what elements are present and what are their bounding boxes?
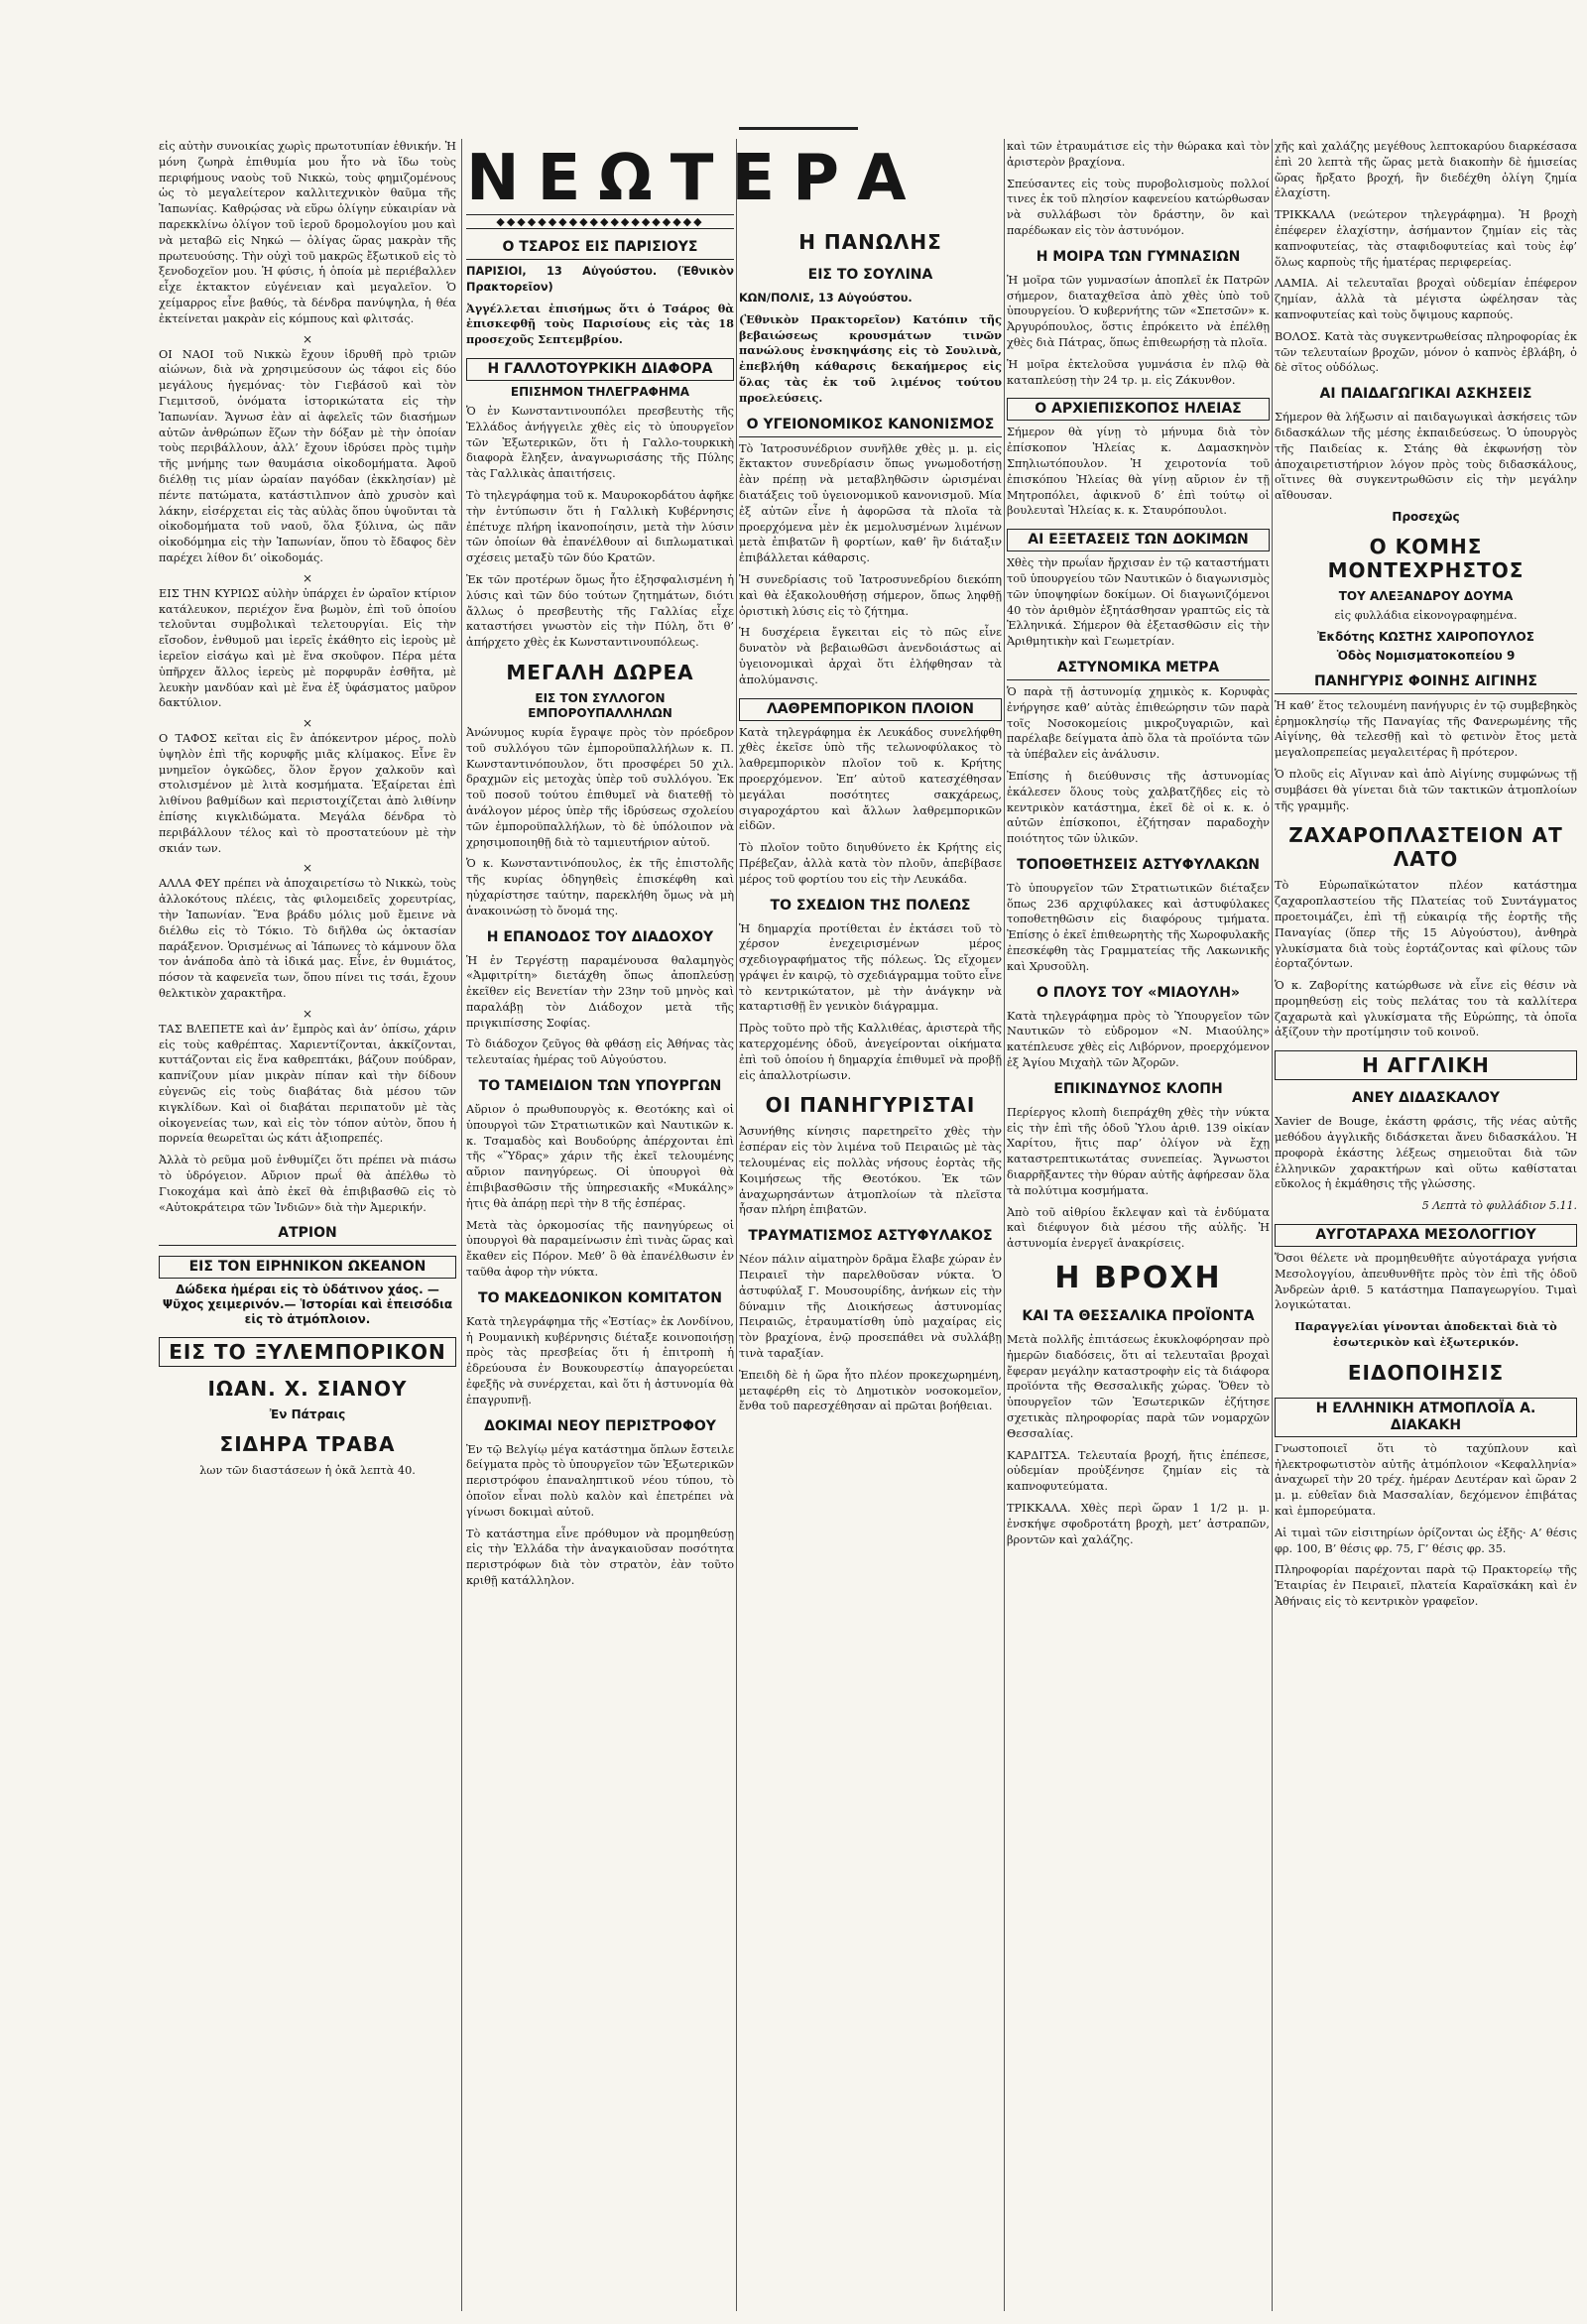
treasury-heading: ΤΟ ΤΑΜΕΙΔΙΟΝ ΤΩΝ ΥΠΟΥΡΓΩΝ [478,1078,722,1095]
english-subheading: ΑΝΕΥ ΔΙΔΑΣΚΑΛΟΥ [1352,1090,1500,1107]
article-paragraph: Σήμερον θὰ λήξωσιν αἱ παιδαγωγικαὶ ἀσκήσεις τῶν διδασκάλων τῆς μέσης ἐκπαιδεύσεως. Ὁ ὑπουργὸς τῆς Παιδείας κ. Στάης θὰ ἐκφωνήσῃ τὸν ἀποχαιρετιστήριον λόγον πρὸς τοὺς διδασκάλους, οἵτινες θὰ συγκεντρωθῶσιν εἰς τὴν μεγάλην αἴθουσαν. [1275,411,1577,503]
article-paragraph: Ἐπειδὴ δὲ ἡ ὥρα ἦτο πλέον προκεχωρημένη, μεταφέρθη εἰς τὸ Δημοτικὸν νοσοκομεῖον, ἔνθα τοῦ παρεσχέθησαν αἱ πρῶται βοήθειαι. [739,1368,1002,1413]
article-paragraph: Ὁ πλοῦς εἰς Αἴγιναν καὶ ἀπὸ Αἰγίνης συμφώνως τῇ συμβάσει θὰ γίνεται διὰ τῶν τακτικῶν ἀτμοπλοίων τῆς γραμμῆς. [1275,767,1577,812]
return-heading: Η ΕΠΑΝΟΔΟΣ ΤΟΥ ΔΙΑΔΟΧΟΥ [486,928,714,945]
column-1: εἰς αὐτὴν συνοικίας χωρὶς πρωτοτυπίαν ἐθνικήν. Ἡ μόνη ζωηρὰ ἐπιθυμία μου ἦτο νὰ ἴδω τοὺς περιφήμους ναοὺς τοῦ Νικκὼ, τοὺς φημιζομένους ὡς τὸ μεγαλείτερον καλλιτεχνικὸν θαῦμα τῆς Ἰαπωνίας. Καθρῴσας νὰ εὕρω ὀλίγην εὐκαιρίαν νὰ παρεκκλίνω ὀλίγον τοῦ ἱεροῦ δρομολογίου μου καὶ νὰ μεταβῶ εἰς Νηκώ — ὀλίγας ὥρας μακρὰν τῆς πρωτευούσης. Τὴν οὐχὶ τοῦ μακρῶς ἔξωτικοῦ εἰς τὸ ξενοδοχεῖον μου. Ἡ φύσις, ἡ ὁποία μὲ περιέβαλλεν εἶχε ἐκτακτον εὐγένειαν καὶ μεγαλεῖον. Ὁ χείμαρρος εἶνε βαθύς, τὰ δένδρα πανύψηλα, ἡ θέα ἐκτείνεται μακρὰν εἰς κόμπους καὶ φλιτσάς. × ΟΙ ΝΑΟΙ τοῦ Νικκὼ ἔχουν ἱδρυθῆ πρὸ τριῶν αἰώνων, διὰ νὰ χρησιμεύσουν ὡς τάφοι εἰς δύο μεγάλους ἡγεμόνας· τὸν Γιεβάσοῦ καὶ τὸν Γιεμιτσοῦ, ὀνόματα ἱστορικώτατα εἰς τὴν Ἰαπωνίαν. Ἄγνωσ ἐὰν αἱ ἀφελεῖς τῶν διασήμων αὐτῶν ἀνθρώπων ἔζων τὴν δόξαν μὲ τὴν ὁποίαν τοὺς περιβάλλουν, ἀλλ’ ἔχουν ἱδρύσει πρὸς τιμὴν τῆς μνήμης των θαυμάσια οἰκοδομήματα. Ἀφοῦ διέλθῃ τις μίαν ὡραίαν παγόδαν (ἐκκλησίαν) μὲ πέντε πατώματα, κατάστιλπνον ἀπὸ χρυσὸν καὶ λάκην, εἰσέρχεται εἰς τὰς αὐλὰς ὅπου ὑψοῦνται τὰ οἰκοδομήματα τοῦ ναοῦ, ὅλα ξύλινα, ὡς πᾶν οἰκοδόμημα εἰς τὴν Ἰαπωνίαν, ὅπου τὸ ἔδαφος δὲν παρέχει λίθον δι’ οἰκοδομάς. × ΕΙΣ ΤΗΝ ΚΥΡΙΩΣ αὐλὴν ὑπάρχει ἐν ὡραῖον κτίριον κατάλευκον, περιέχον ἕνα βωμὸν, ἐπὶ τοῦ ὁποίου τελοῦνται συμβολικαὶ τελετουργίαι. Εἰς τὴν εἴσοδον, ἐνθυμοῦ μαι ἱερεῖς ἐκάθητο εἰς ἱεροὺς μὲ ἱερεῖον εἰσάγω καὶ μὲ ἕνα σκοῦφον. Πέρα μέτα ὑπῆρχεν ἄλλος ἱερεὺς μὲ πορφυρᾶν ἐσθῆτα, μὲ λευκὴν μανδύαν καὶ μὲ ἕνα ἐξ ὑφάσματος μαῦρον δακτύλιον. × Ο ΤΑΦΟΣ κεῖται εἰς ἓν ἀπόκεντρον μέρος, πολὺ ὑψηλὸν ἐπὶ τῆς κορυφῆς μιᾶς κλίμακος. Εἶνε ἓν μνημεῖον ὀγκῶδες, ὅλον ἔργον χαλκοῦν καὶ στολισμένον μὲ λιτὰ κοσμήματα. Ἐξαίρεται ἐπὶ λιθίνου βαθμίδων καὶ περιστοιχίζεται ἀπὸ λιθίνην ἐπίσης κιγκλιδώματα. Μεγάλα δένδρα τὸ περιβάλλουν τέλος καὶ τὸ προστατεύουν μὲ τὴν σκιάν των. × ΑΛΛΑ ΦΕΥ πρέπει νὰ ἀποχαιρετίσω τὸ Νικκὼ, τοὺς ἀλλοκότους πλέεις, τὰς φιλομειδεῖς χορευτρίας, τὴν Ἰαπωνίαν. Ἕνα βράδυ μόλις μοῦ ἔμεινε νὰ διέλθω εἰς τὸ Τόκιο. Τὸ διῆλθα ὡς ὀκτασίαν παράξενον. Ὁρισμένως αἱ Ἰάπωνες τὸ κάμνουν ὅλα τον ἀνάποδα ἀπὸ τὰ ἰδικά μας. Εἶνε, ἐν θυμιάτος, πόσον τὰ καφενεῖα των, ὅπου πίνει τις τσάι, ἔχουν θελκτικὸν χαρακτῆρα. × ΤΑΣ ΒΛΕΠΕΤΕ καὶ ἀν’ ἔμπρὸς καὶ ἀν’ ὀπίσω, χάριν εἰς τοὺς καθρέπτας. Χαριεντίζονται, ἀκκίζονται, κυττάζονται εἰς ἕνα καθρεπτάκι, βάζουν πούδραν, καπνίζουν μίαν μικρὰν πίπαν καὶ τὴν δίδουν εὐγενῶς εἰς τοὺς διαβάτας διὰ μέσου τῶν κιγκλίδων. Καὶ οἱ διαβάται περιπατοῦν μὲ τὰς οἰκογενείας των, καὶ εἰς τὸν τόπον αὐτὸν, ὅπου ἡ πορνεία θεωρεῖται ὡς κάτι ἀξιοπρεπές. Ἀλλὰ τὸ ρεῦμα μοῦ ἐνθυμίζει ὅτι πρέπει νὰ πιάσω τὸ ὑδρόγειον. Αὔριον πρωΐ θὰ ἀπέλθω τὸ Γιοκοχάμα καὶ ἀπὸ ἐκεῖ θὰ ἐπιβιβασθῶ εἰς τὸ «Αὐτοκράτειρα τῶν Ἰνδιῶν» διὰ τὴν Ἀμερικήν. ΑΤΡΙΟΝ ΕΙΣ ΤΟΝ ΕΙΡΗΝΙΚΟΝ ΩΚΕΑΝΟΝ Δώδεκα ἡμέραι εἰς τὸ ὑδάτινον χάος. —Ψῦχος χειμερινόν.— Ἱστορίαι καὶ ἐπεισόδια εἰς τὸ ἀτμόπλοιον. ΕΙΣ ΤΟ ΞΥΛΕΜΠΟΡΙΚΟΝ ΙΩΑΝ. Χ. ΣΙΑΝΟΥ Ἐν Πάτραις ΣΙΔΗΡΑ ΤΡΑΒΑ λων τῶν διαστάσεων ἡ ὀκᾶ λεπτὰ 40. [159,140,456,1478]
rain-subheading: ΚΑΙ ΤΑ ΘΕΣΣΑΛΙΚΑ ΠΡΟΪΟΝΤΑ [1022,1308,1255,1325]
article-paragraph: Σπεύσαντες εἰς τοὺς πυροβολισμοὺς πολλοί τινες ἐκ τοῦ πλησίον καφενείου κατώρθωσαν νὰ συλλάβωσι τὸν δράστην, ὃν καὶ παρέδωκαν εἰς τὸν ἀστυνόμον. [1007,177,1270,237]
article-paragraph: Πρὸς τοῦτο πρὸ τῆς Καλλιθέας, ἀριστερὰ τῆς κατερχομένης ὁδοῦ, ἀνεγείρονται οἰκήματα ἐπὶ τοῦ ὁποίου ἡ δημαρχία ἐπιθυμεῖ νὰ προβῇ εἰς ἀπαλλοτρίωσιν. [739,1022,1002,1082]
gift-subheading: ΕΙΣ ΤΟΝ ΣΥΛΛΟΓΟΝ ΕΜΠΟΡΟΥΠΑΛΛΗΛΩΝ [528,690,672,720]
bishop-heading: Ο ΑΡΧΙΕΠΙΣΚΟΠΟΣ ΗΛΕΙΑΣ [1007,398,1270,421]
plague-heading: Η ΠΑΝΩΛΗΣ [798,230,942,254]
article-paragraph: χῆς καὶ χαλάζης μεγέθους λεπτοκαρύου διαρκέσασα ἐπὶ 20 λεπτὰ τῆς ὥρας μετὰ διακοπὴν δὲ ἡμισείας ὥρας ἤρξατο βροχή, ἣν διεδέχθη ὀλίγη ζημία ἐλαχίστη. [1275,140,1577,200]
telegram-subheading: ΕΠΙΣΗΜΟΝ ΤΗΛΕΓΡΑΦΗΜΑ [510,384,690,399]
ad-text: λων τῶν διαστάσεων ἡ ὀκᾶ λεπτὰ 40. [199,1464,416,1478]
monte-cristo-address: Ὁδὸς Νομισματοκοπείου 9 [1336,648,1516,663]
rain-heading: Η ΒΡΟΧΗ [1054,1261,1222,1296]
tsar-heading: Ο ΤΣΑΡΟΣ ΕΙΣ ΠΑΡΙΣΙΟΥΣ [466,239,734,260]
revolver-heading: ΔΟΚΙΜΑΙ ΝΕΟΥ ΠΕΡΙΣΤΡΟΦΟΥ [484,1417,716,1434]
next-issue-heading: ΑΤΡΙΟΝ [159,1225,456,1246]
committee-heading: ΤΟ ΜΑΚΕΔΟΝΙΚΟΝ ΚΟΜΙΤΑΤΟΝ [478,1289,722,1306]
article-paragraph: Ἡ ἐν Τεργέστῃ παραμένουσα θαλαμηγὸς «Ἀμφιτρίτη» διετάχθη ὅπως ἀποπλεύσῃ ἐκεῖθεν εἰς Βενετίαν τὴν 23ην τοῦ μηνὸς καὶ παραλάβῃ τὸν Διάδοχον μετὰ τῆς πριγκιπίσσης Σοφίας. [466,953,734,1030]
article-paragraph: ΟΙ ΝΑΟΙ τοῦ Νικκὼ ἔχουν ἱδρυθῆ πρὸ τριῶν αἰώνων, διὰ νὰ χρησιμεύσουν ὡς τάφοι εἰς δύο μεγάλους ἡγεμόνας· τὸν Γιεβάσοῦ καὶ τὸν Γιεμιτσοῦ, ὀνόματα ἱστορικώτατα εἰς τὴν Ἰαπωνίαν. Ἄγνωσ ἐὰν αἱ ἀφελεῖς τῶν διασήμων αὐτῶν ἀνθρώπων ἔζων τὴν δόξαν μὲ τὴν ὁποίαν τοὺς περιβάλλουν, ἀλλ’ ἔχουν ἱδρύσει πρὸς τιμὴν τῆς μνήμης των θαυμάσια οἰκοδομήματα. Ἀφοῦ διέλθῃ τις μίαν ὡραίαν παγόδαν (ἐκκλησίαν) μὲ πέντε πατώματα, κατάστιλπνον ἀπὸ χρυσὸν καὶ λάκην, εἰσέρχεται εἰς τὰς αὐλὰς ὅπου ὑψοῦνται τὰ οἰκοδομήματα τοῦ ναοῦ, ὅλα ξύλινα, ὡς πᾶν οἰκοδόμημα εἰς τὴν Ἰαπωνίαν, ὅπου τὸ ἔδαφος δὲν παρέχει λίθον δι’ οἰκοδομάς. [159,347,456,564]
monte-cristo-text: εἰς φυλλάδια εἰκονογραφημένα. [1334,608,1518,622]
plague-dateline: ΚΩΝ/ΠΟΛΙΣ, 13 Αὐγούστου. [739,292,913,305]
aegina-heading: ΠΑΝΗΓΥΡΙΣ ΦΟΙΝΗΣ ΑΙΓΙΝΗΣ [1275,673,1577,694]
article-paragraph: Τὸ διάδοχον ζεῦγος θὰ φθάσῃ εἰς Ἀθήνας τὰς τελευταίας ἡμέρας τοῦ Αὐγούστου. [466,1038,734,1067]
plague-text: (Ἐθνικὸν Πρακτορεῖον) Κατόπιν τῆς βεβαιώσεως κρουσμάτων τινῶν πανώλους ἐνσκηψάσης εἰς τὸ Σουλινὰ, ἐπεβλήθη κάθαρσις δεκαήμερος εἰς ὅλας τὰς ἐκ τοῦ λιμένος τούτου προελεύσεις. [739,311,1002,405]
squadron-heading: Η ΜΟΙΡΑ ΤΩΝ ΓΥΜΝΑΣΙΩΝ [1036,248,1241,265]
article-paragraph: ΚΑΡΔΙΤΣΑ. Τελευταία βροχή, ἥτις ἐπέπεσε, οὐδεμίαν προὐξένησε ζημίαν εἰς τὰ καπνοφυτεύματα. [1007,1448,1270,1494]
masthead: ΝΕΩΤΕΡΑ [466,142,924,215]
column-rule [736,139,737,2311]
injury-heading: ΤΡΑΥΜΑΤΙΣΜΟΣ ΑΣΤΥΦΥΛΑΚΟΣ [748,1228,993,1245]
article-paragraph: Ὁ παρὰ τῇ ἀστυνομίᾳ χημικὸς κ. Κορυφὰς ἐνήργησε καθ’ αὐτὰς ἐπιθεώρησιν τῶν παρὰ τοῖς Νοσοκομείοις μικροζυγαριῶν, καὶ παρέλαβε δείγματα ἀπὸ ὅλα τὰ προϊόντα τῶν τὰ ὑπέβαλεν εἰς ἀνάλυσιν. [1007,684,1270,762]
article-paragraph: Ὅσοι θέλετε νὰ προμηθευθῆτε αὐγοτάραχα γνήσια Μεσολογγίου, ἀπευθυνθῆτε πρὸς τὸν ἐπὶ τῆς ὁδοῦ Ἀνδρεὼν ἀριθ. 5 κατάστημα Παπαγεωργίου. Τιμαὶ λογικώταται. [1275,1252,1577,1312]
column-rule [461,139,462,2311]
ad-item: ΣΙΔΗΡΑ ΤΡΑΒΑ [219,1432,396,1457]
article-paragraph: Ὁ ἐν Κωνσταντινουπόλει πρεσβευτὴς τῆς Ἑλλάδος ἀνήγγειλε χθὲς εἰς τὸ ὑπουργεῖον τῶν Ἐξωτερικῶν, ὅτι ἡ Γαλλο-τουρκικὴ διαφορὰ ἔληξεν, ἀναγνωρισάσης τῆς Πύλης τὰς Γαλλικὰς ἀπαιτήσεις. [466,404,734,481]
column-5 [1275,139,1577,2311]
article-paragraph: ΤΑΣ ΒΛΕΠΕΤΕ καὶ ἀν’ ἔμπρὸς καὶ ἀν’ ὀπίσω, χάριν εἰς τοὺς καθρέπτας. Χαριεντίζονται, ἀκκίζονται, κυττάζονται εἰς ἕνα καθρεπτάκι, βάζουν πούδραν, καπνίζουν μίαν μικρὰν πίπαν καὶ τὴν δίδουν εὐγενῶς εἰς τοὺς διαβάτας διὰ μέσου τῶν κιγκλίδων. Καὶ οἱ διαβάται περιπατοῦν μὲ τὰς οἰκογενείας των, καὶ εἰς τὸν τόπον αὐτὸν, ὅπου ἡ πορνεία θεωρεῖται ὡς κάτι ἀξιοπρεπές. [159,1022,456,1146]
pilgrims-heading: ΟΙ ΠΑΝΗΓΥΡΙΣΤΑΙ [765,1093,976,1118]
article-paragraph: Τὸ κατάστημα εἶνε πρόθυμον νὰ προμηθεύσῃ εἰς τὴν Ἑλλάδα τὴν ἀναγκαιοῦσαν ποσότητα περιστρόφων διὰ τὸν στρατὸν, ἐὰν τοῦτο κριθῇ κατάλληλον. [466,1527,734,1587]
masthead-ornament: ◆◆◆◆◆◆◆◆◆◆◆◆◆◆◆◆◆◆◆◆ [466,214,734,229]
english-price: 5 Λεπτὰ τὸ φυλλάδιον 5.11. [1421,1199,1577,1213]
ad-city: Ἐν Πάτραις [269,1407,346,1422]
article-paragraph: Πληροφορίαι παρέχονται παρὰ τῷ Πρακτορείῳ τῆς Ἑταιρίας ἐν Πειραιεῖ, πλατεία Καραϊσκάκη καὶ ἐν Ἀθήναις εἰς τὸ κεντρικὸν γραφεῖον. [1275,1563,1577,1609]
ad-merchant-name: ΙΩΑΝ. Χ. ΣΙΑΝΟΥ [207,1377,408,1402]
police-heading: ΑΣΤΥΝΟΜΙΚΑ ΜΕΤΡΑ [1007,660,1270,680]
article-paragraph: Ἡ μοῖρα τῶν γυμνασίων ἀποπλεῖ ἐκ Πατρῶν σήμερον, διαταχθεῖσα ἀπὸ χθὲς ὑπὸ τοῦ ὑπουργείου. Ὁ κυβερνήτης τῶν «Σπετσῶν» κ. Ἀργυρόπουλος, ὅστις ἐπρόκειτο νὰ ἐπέλθῃ χθὲς διὰ Πάτρας, ὅπως ἐπιθεωρήσῃ τὰ πλοῖα. [1007,273,1270,349]
column-4 [1007,139,1270,2311]
plague-subheading: ΕΙΣ ΤΟ ΣΟΥΛΙΝΑ [807,267,933,283]
article-paragraph: Γνωστοποιεῖ ὅτι τὸ ταχύπλουν καὶ ἠλεκτροφωτιστὸν αὐτῆς ἀτμόπλοιον «Κεφαλληνία» ἀναχωρεῖ τὴν 20 τρέχ. ἡμέραν Δευτέραν καὶ ὥραν 2 μ. μ. εὐθεῖαν διὰ Μασσαλίαν, δεχόμενον ἐπιβάτας καὶ ἐμπορεύματα. [1275,1441,1577,1519]
article-paragraph: Νέον πάλιν αἱματηρὸν δρᾶμα ἔλαβε χώραν ἐν Πειραιεῖ τὴν παρελθοῦσαν νύκτα. Ὁ ἀστυφύλαξ Γ. Μουσουρίδης, ἀνήκων εἰς τὴν δύναμιν τῆς Διοικήσεως ἀστυνομίας Πειραιῶς, ἐτραυματίσθη ὑπὸ μαχαίρας εἰς τὸν βραχίονα, ἐνῷ προσεπάθει νὰ συλλάβῃ τινὰ ταραξίαν. [739,1253,1002,1361]
ad-title: ΕΙΣ ΤΟ ΞΥΛΕΜΠΟΡΙΚΟΝ [159,1337,456,1367]
voyage-heading: Ο ΠΛΟΥΣ ΤΟΥ «ΜΙΑΟΥΛΗ» [1037,984,1240,1001]
tsar-text: Ἀγγέλλεται ἐπισήμως ὅτι ὁ Τσάρος θὰ ἐπισκεφθῇ τοὺς Παρισίους εἰς τὰς 18 προσεχοῦς Σεπτεμβρίου. [466,301,734,347]
article-paragraph: Ἀλλὰ τὸ ρεῦμα μοῦ ἐνθυμίζει ὅτι πρέπει νὰ πιάσω τὸ ὑδρόγειον. Αὔριον πρωΐ θὰ ἀπέλθω τὸ Γιοκοχάμα καὶ ἀπὸ ἐκεῖ θὰ ἐπιβιβασθῶ εἰς τὸ «Αὐτοκράτειρα τῶν Ἰνδιῶν» διὰ τὴν Ἀμερικήν. [159,1154,456,1214]
theft-heading: ΕΠΙΚΙΝΔΥΝΟΣ ΚΛΟΠΗ [1053,1080,1223,1097]
column-rule [1004,139,1005,2311]
article-paragraph: Τὸ Εὐρωπαϊκώτατον πλέον κατάστημα ζαχαροπλαστείου τῆς Πλατείας τοῦ Συντάγματος προετοιμάζει, ἐπὶ τῇ εὐκαιρίᾳ τῆς ἑορτῆς τῆς Παναγίας (ὅπερ τῆς 15 Αὐγούστου), ἀνθηρὰ γλυκίσματα διὰ τοὺς ἑορτάζοντας καὶ φίλους τῶν ἑορταζόντων. [1275,879,1577,971]
article-paragraph: Ἀνώνυμος κυρία ἔγραψε πρὸς τὸν πρόεδρον τοῦ συλλόγου τῶν ἐμποροϋπαλλήλων κ. Π. Κωνσταντινόπουλον, ὅτι προσφέρει 50 χιλ. δραχμῶν εἰς μετοχὰς ὑπὲρ τοῦ συλλόγου. Ἐκ τοῦ ποσοῦ τούτου ἐπιθυμεῖ νὰ διατεθῇ τὸ ἀνάλογον μέρος ὑπὲρ τῆς ἱδρύσεως σχολείου τῶν ἐμποροϋπαλλήλων, τὸ δὲ ὑπόλοιπον νὰ χρησιμοποιηθῇ διὰ τὸ ταμιευτήριον αὐτοῦ. [466,725,734,849]
article-paragraph: ΒΟΛΟΣ. Κατὰ τὰς συγκεντρωθείσας πληροφορίας ἐκ τῶν τελευταίων βροχῶν, μόνον ὁ καπνὸς ἐβλάβη, ὁ δὲ σῖτος οὐδόλως. [1275,329,1577,375]
article-paragraph: Χθὲς τὴν πρωΐαν ἤρχισαν ἐν τῷ καταστήματι τοῦ ὑπουργείου τῶν Ναυτικῶν ὁ διαγωνισμὸς τῶν ὑποψηφίων δοκίμων. Οἱ διαγωνιζόμενοι 40 τὸν ἀριθμὸν ἐξητάσθησαν γραπτῶς εἰς τὰ Ἑλληνικά. Σήμερον θὰ ἐξετασθῶσιν εἰς τὴν Ἀριθμητικὴν καὶ Γεωμετρίαν. [1007,556,1270,649]
article-paragraph: Κατὰ τηλεγράφημα ἐκ Λευκάδος συνελήφθη χθὲς ἐκεῖσε ὑπὸ τῆς τελωνοφύλακος τὸ λαθρεμπορικὸν πλοῖον τοῦ κ. Κρήτης προερχόμενον. Ἐπ’ αὐτοῦ κατεσχέθησαν μεγάλαι ποσότητες σακχάρεως, σιγαροχάρτου καὶ ἄλλων λαθρεμπορικῶν εἰδῶν. [739,725,1002,833]
article-paragraph: Ἡ συνεδρίασις τοῦ Ἰατροσυνεδρίου διεκόπη καὶ θὰ ἐξακολουθήσῃ σήμερον, ὅπως ληφθῇ ὁριστικὴ λύσις εἰς τὸ ζήτημα. [739,572,1002,618]
article-paragraph: Ἡ δυσχέρεια ἔγκειται εἰς τὸ πῶς εἶνε δυνατὸν νὰ βεβαιωθῶσι ἀνενδοιάστως αἱ ὑγειονομικαὶ ἀρχαὶ ὅτι ἐλήφθησαν τὰ ἀπολύμανσις. [739,626,1002,686]
health-heading: Ο ΥΓΕΙΟΝΟΜΙΚΟΣ ΚΑΝΟΝΙΣΜΟΣ [739,417,1002,437]
article-paragraph: Τὸ τηλεγράφημα τοῦ κ. Μαυροκορδάτου ἀφῆκε τὴν ἐντύπωσιν ὅτι ἡ Γαλλικὴ Κυβέρνησις ἐπέτυχε πλήρη ἱκανοποίησιν, μετὰ τὴν λύσιν τῶν ὁποίων θὰ ἐπανέλθουν αἱ διπλωματικαὶ σχέσεις μεταξὺ τῶν δύο Κρατῶν. [466,488,734,565]
article-paragraph: Αἱ τιμαὶ τῶν εἰσιτηρίων ὁρίζονται ὡς ἑξῆς· Α’ θέσις φρ. 100, Β’ θέσις φρ. 75, Γ’ θέσις φρ. 35. [1275,1526,1577,1555]
ocean-subtitle: Δώδεκα ἡμέραι εἰς τὸ ὑδάτινον χάος. —Ψῦχος χειμερινόν.— Ἱστορίαι καὶ ἐπεισόδια εἰς τὸ ἀτμόπλοιον. [162,1283,453,1327]
exams-heading: ΑΙ ΕΞΕΤΑΣΕΙΣ ΤΩΝ ΔΟΚΙΜΩΝ [1007,529,1270,551]
article-paragraph: Xavier de Bouge, ἐκάστη φράσις, τῆς νέας αὐτῆς μεθόδου ἀγγλικῆς διδάσκεται ἄνευ διδασκάλου. Ἡ προφορὰ ἑκάστης λέξεως σημειοῦται διὰ τῶν ἑλληνικῶν χαρακτήρων καὶ οὕτω καθίσταται εὔκολος ἡ ἐκμάθησις τῆς γλώσσης. [1275,1115,1577,1191]
coming-soon-label: Προσεχῶς [1392,509,1460,524]
top-rule [739,127,858,130]
monte-cristo-author: ΤΟΥ ΑΛΕΞΑΝΔΡΟΥ ΔΟΥΜΑ [1338,588,1514,603]
article-paragraph: ΤΡΙΚΚΑΛΑ (νεώτερον τηλεγράφημα). Ἡ βροχὴ ἐπέφερεν ἐλαχίστην, ἀσήμαντον ζημίαν εἰς τὰς καπνοφυτείας, τὰς σταφιδοφυτείας καὶ τοὺς ἐφ’ ὅλως καρποὺς τῆς ἠματέρας περιφερείας. [1275,208,1577,269]
guards-heading: ΤΟΠΟΘΕΤΗΣΕΙΣ ΑΣΤΥΦΥΛΑΚΩΝ [1017,856,1260,873]
city-plan-heading: ΤΟ ΣΧΕΔΙΟΝ ΤΗΣ ΠΟΛΕΩΣ [770,897,971,914]
smuggler-heading: ΛΑΘΡΕΜΠΟΡΙΚΟΝ ΠΛΟΙΟΝ [739,698,1002,721]
article-paragraph: Μετὰ τὰς ὁρκομοσίας τῆς πανηγύρεως οἱ ὑπουργοὶ θὰ παραμείνωσιν ἐπὶ τινὰς ὥρας καὶ ἔκαθεν εἰς Πόρον. Μεθ’ ὃ θὰ ἐπανέλθωσιν ἐν ταῦθα ἀφορ τὴν νύκτα. [466,1218,734,1280]
article-paragraph: Ο ΤΑΦΟΣ κεῖται εἰς ἓν ἀπόκεντρον μέρος, πολὺ ὑψηλὸν ἐπὶ τῆς κορυφῆς μιᾶς κλίμακος. Εἶνε ἓν μνημεῖον ὀγκῶδες, ὅλον ἔργον χαλκοῦν καὶ στολισμένον μὲ λιτὰ κοσμήματα. Ἐξαίρεται ἐπὶ λιθίνου βαθμίδων καὶ περιστοιχίζεται ἀπὸ λιθίνην ἐπίσης κιγκλιδώματα. Μεγάλα δένδρα τὸ περιβάλλουν τέλος καὶ τὸ προστατεύουν μὲ τὴν σκιάν των. [159,732,456,855]
pastry-heading: ΖΑΧΑΡΟΠΛΑΣΤΕΙΟΝ ΑΤ ΛΑΤΟ [1288,823,1563,872]
article-paragraph: Σήμερον θὰ γίνῃ τὸ μήνυμα διὰ τὸν ἐπίσκοπον Ἠλείας κ. Δαμασκηνὸν Σπηλιωτόπουλον. Ἡ χειροτονία τοῦ ἐπισκόπου Ἠλείας θὰ γίνῃ αὔριον ἐν τῇ Μητροπόλει, ἀφικνοῦ δ’ ἐπὶ τούτῳ οἱ βουλευταὶ Ἠλείας κ. κ. Σταυρόπουλοι. [1007,426,1270,518]
article-paragraph: Τὸ πλοῖον τοῦτο διηυθύνετο ἐκ Κρήτης εἰς Πρέβεζαν, ἀλλὰ κατὰ τὸν πλοῦν, ἀπεβίβασε μέρος τοῦ φορτίου του εἰς τὴν Λευκάδα. [739,841,1002,886]
article-paragraph: Κατὰ τηλεγράφημα πρὸς τὸ Ὑπουργεῖον τῶν Ναυτικῶν τὸ εὐδρομον «Ν. Μιαούλης» κατέπλευσε χθὲς εἰς Λιβόρνον, προερχόμενον ἐξ Ἁγίου Μιχαὴλ τῶν Ἀζορῶν. [1007,1009,1270,1070]
article-paragraph: Ἐν τῷ Βελγίῳ μέγα κατάστημα ὅπλων ἔστειλε δείγματα πρὸς τὸ ὑπουργεῖον τῶν Ἐξωτερικῶν περιστρόφου ἐπαναληπτικοῦ νέου τύπου, τὸ ὁποῖον εἶναι πολὺ καλὸν καὶ ἐπετρέπει νὰ γίνωσι δοκιμαὶ αὐτοῦ. [466,1442,734,1519]
monte-cristo-heading: Ο ΚΟΜΗΣ ΜΟΝΤΕΧΡΗΣΤΟΣ [1327,534,1525,582]
article-paragraph: Κατὰ τηλεγράφημα τῆς «Ἑστίας» ἐκ Λονδίνου, ἡ Ρουμανικὴ κυβέρνησις διέταξε κοινοποιήσῃ πρὸς τὰς πρεσβείας ὅτι ἡ ἐπιτροπὴ ἡ ἐδρεύουσα ἐν Βουκουρεστίῳ ἀπαγορεύεται ἐφεξῆς νὰ συνέρχεται, καὶ ὅτι ἡ ἀστυνομία θὰ ἐπαγρυπνῇ. [466,1314,734,1407]
article-paragraph: Ὁ κ. Ζαβορίτης κατώρθωσε νὰ εἶνε εἰς θέσιν νὰ προμηθεύσῃ εἰς τοὺς πελάτας του τὰ καλλίτερα ζαχαρωτὰ καὶ γλυκίσματα τῆς Εὐρώπης, τὰ ὁποῖα ἀξίζουν τὴν προτίμησιν τοῦ κοινοῦ. [1275,979,1577,1040]
article-paragraph: Περίεργος κλοπὴ διεπράχθη χθὲς τὴν νύκτα εἰς τὴν ἐπὶ τῆς ὁδοῦ Ὑλου ἀριθ. 139 οἰκίαν Χαρίτου, ἥτις παρ’ ὀλίγον νὰ ἔχῃ καταστρεπτικωτάτας συνεπείας. Ἄγνωστοι διαρρῆξαντες τὴν θύραν αὐτῆς ἀφήρεσαν ὅλα τὰ πολύτιμα κοσμήματα. [1007,1105,1270,1197]
article-paragraph: Ἀπὸ τοῦ αἰθρίου ἔκλεψαν καὶ τὰ ἐνδύματα καὶ διέφυγον διὰ μέσου τῆς αὐλῆς. Ἡ ἀστυνομία ἐνεργεῖ ἀνακρίσεις. [1007,1205,1270,1251]
notice-heading: ΕΙΔΟΠΟΙΗΣΙΣ [1347,1360,1505,1385]
article-paragraph: καὶ τῶν ἐτραυμάτισε εἰς τὴν θώρακα καὶ τὸν ἀριστερὸν βραχίονα. [1007,140,1270,169]
shipping-heading: Η ΕΛΛΗΝΙΚΗ ΑΤΜΟΠΛΟΪΑ Α. ΔΙΑΚΑΚΗ [1275,1398,1577,1437]
article-paragraph: Τὸ ὑπουργεῖον τῶν Στρατιωτικῶν διέταξεν ὅπως 236 αρχιφύλακες καὶ ἀστυφύλακες τοποθετηθῶσιν εἰς διαφόρους τμήματα. Ἐπίσης ὁ ἐκεῖ ἐπιθεωρητὴς τῆς Χωροφυλακῆς ἐπεσκέφθη τὰς Γραμματείας τῆς Λακωνικῆς καὶ Χρυσοῦλη. [1007,881,1270,973]
dispute-heading: Η ΓΑΛΛΟΤΟΥΡΚΙΚΗ ΔΙΑΦΟΡΑ [466,358,734,381]
article-paragraph: ΤΡΙΚΚΑΛΑ. Χθὲς περὶ ὥραν 1 1/2 μ. μ. ἐνσκήψε σφοδροτάτη βροχὴ, μετ’ ἀστραπῶν, βροντῶν καὶ χαλάζης. [1007,1502,1270,1546]
article-paragraph: Τὸ Ἰατροσυνέδριον συνῆλθε χθὲς μ. μ. εἰς ἔκτακτον συνεδρίασιν ὅπως γνωμοδοτήσῃ ἐὰν πρέπῃ νὰ μεταβληθῶσιν ὡρισμέναι διατάξεις τοῦ ὑγειονομικοῦ κανονισμοῦ. Μία ἐξ αὐτῶν εἶνε ἡ ἀφορῶσα τὰ πλοῖα τὰ προερχόμενα μὲν ἐκ μεμολυσμένων λιμένων μετὰ ἐπιβατῶν ἢ φορτίων, καθ’ ἣν διάταξιν ἐπιβάλλεται κάθαρσις. [739,441,1002,565]
article-paragraph: Ἀσυνήθης κίνησις παρετηρεῖτο χθὲς τὴν ἑσπέραν εἰς τὸν λιμένα τοῦ Πειραιῶς μὲ τὰς τελουμένας εἰς πολλὰς νήσους ἑορτὰς τῆς Κοιμήσεως τῆς Θεοτόκου. Ἐκ τῶν ἀναχωρησάντων ἀτμοπλοίων τὰ πλεῖστα ἦσαν πλήρη ἐπιβατῶν. [739,1125,1002,1217]
botargo-orders: Παραγγελίαι γίνονται ἀποδεκταὶ διὰ τὸ ἐσωτερικὸν καὶ ἐξωτερικόν. [1294,1319,1557,1350]
article-paragraph: Ὁ κ. Κωνσταντινόπουλος, ἐκ τῆς ἐπιστολῆς τῆς κυρίας ὁδηγηθεὶς ἐπισκέφθη καὶ ηὐχαρίστησε ταύτην, παρεκλήθη ὅμως νὰ μὴ ἀνακοινώσῃ τὸ ὄνομά της. [466,857,734,917]
article-paragraph: εἰς αὐτὴν συνοικίας χωρὶς πρωτοτυπίαν ἐθνικήν. Ἡ μόνη ζωηρὰ ἐπιθυμία μου ἦτο νὰ ἴδω τοὺς περιφήμους ναοὺς τοῦ Νικκὼ, τοὺς φημιζομένους ὡς τὸ μεγαλείτερον καλλιτεχνικὸν θαῦμα τῆς Ἰαπωνίας. Καθρῴσας νὰ εὕρω ὀλίγην εὐκαιρίαν νὰ παρεκκλίνω ὀλίγον τοῦ ἱεροῦ δρομολογίου μου καὶ νὰ μεταβῶ εἰς Νηκώ — ὀλίγας ὥρας μακρὰν τῆς πρωτευούσης. Τὴν οὐχὶ τοῦ μακρῶς ἔξωτικοῦ εἰς τὸ ξενοδοχεῖον μου. Ἡ φύσις, ἡ ὁποία μὲ περιέβαλλεν εἶχε ἐκτακτον εὐγένειαν καὶ μεγαλεῖον. Ὁ χείμαρρος εἶνε βαθύς, τὰ δένδρα πανύψηλα, ἡ θέα ἐκτείνεται μακρὰν εἰς κόμπους καὶ φλιτσάς. [159,140,456,325]
article-paragraph: ΑΛΛΑ ΦΕΥ πρέπει νὰ ἀποχαιρετίσω τὸ Νικκὼ, τοὺς ἀλλοκότους πλέεις, τὰς φιλομειδεῖς χορευτρίας, τὴν Ἰαπωνίαν. Ἕνα βράδυ μόλις μοῦ ἔμεινε νὰ διέλθω εἰς τὸ Τόκιο. Τὸ διῆλθα ὡς ὀκτασίαν παράξενον. Ὁρισμένως αἱ Ἰάπωνες τὸ κάμνουν ὅλα τον ἀνάποδα ἀπὸ τὰ ἰδικά μας. Εἶνε, ἐν θυμιάτος, πόσον τὰ καφενεῖα των, ὅπου πίνει τις τσάι, ἔχουν θελκτικὸν χαρακτῆρα. [159,877,456,1001]
article-paragraph: Ἡ μοῖρα ἐκτελοῦσα γυμνάσια ἐν πλῷ θὰ καταπλεύσῃ τὴν 24 τρ. μ. εἰς Ζάκυνθον. [1007,357,1270,387]
gift-heading: ΜΕΓΑΛΗ ΔΩΡΕΑ [506,660,694,684]
article-paragraph: Αὔριον ὁ πρωθυπουργὸς κ. Θεοτόκης καὶ οἱ ὑπουργοὶ τῶν Στρατιωτικῶν καὶ Ναυτικῶν κ. κ. Τσαμαδὸς καὶ Βουδούρης ἀπέρχονται ἐπὶ τῆς «Ὕδρας» χάριν τῆς ἐκεῖ τελουμένης αὔριον πανηγύρεως. Οἱ ὑπουργοὶ θὰ ἐπιβιβασθῶσιν τῆς ὑπηρεσιακῆς «Μυκάλης» ἡτις θὰ ἀπάρῃ περὶ τὴν 8 τῆς ἑσπέρας. [466,1103,734,1210]
tsar-dateline: ΠΑΡΙΣΙΟΙ, 13 Αὐγούστου. (Ἐθνικὸν Πρακτορεῖον) [466,265,734,294]
article-paragraph: ΛΑΜΙΑ. Αἱ τελευταῖαι βροχαὶ οὐδεμίαν ἐπέφερον ζημίαν, ἀλλὰ τὰ μέγιστα ὠφέλησαν τὰς καπνοφυτείας καὶ τοὺς ὄψιμους καρπούς. [1275,277,1577,321]
teaching-heading: ΑΙ ΠΑΙΔΑΓΩΓΙΚΑΙ ΑΣΚΗΣΕΙΣ [1319,386,1532,403]
article-paragraph: Ἐκ τῶν προτέρων ὅμως ἦτο ἐξησφαλισμένη ἡ λύσις καὶ τῶν δύο τούτων ζητημάτων, διότι ἄλλως ὁ πρεσβευτὴς τῆς Γαλλίας εἶχε καταστήσει γνωστὸν εἰς τὴν Πύλη, ὅτι θ’ ἀπήρχετο χθὲς ἐκ Κωνσταντινουπόλεως. [466,572,734,650]
column-rule [1272,139,1273,2311]
monte-cristo-publisher: Ἐκδότης ΚΩΣΤΗΣ ΧΑΙΡΟΠΟΥΛΟΣ [1317,629,1534,644]
english-heading: Η ΑΓΓΛΙΚΗ [1275,1050,1577,1080]
article-paragraph: Ἡ καθ’ ἕτος τελουμένη πανήγυρις ἐν τῷ συμβεβηκὸς ἐρημοκλησίῳ τῆς Παναγίας τῆς Φανερωμένης τῆς Αἰγίνης, θὰ τελεσθῇ καὶ τὸ φετινὸν ἔτος μετὰ μεγαλοπρεπείας μεγαλειτέρας ἢ πρότερον. [1275,698,1577,760]
article-paragraph: ΕΙΣ ΤΗΝ ΚΥΡΙΩΣ αὐλὴν ὑπάρχει ἐν ὡραῖον κτίριον κατάλευκον, περιέχον ἕνα βωμὸν, ἐπὶ τοῦ ὁποίου τελοῦνται συμβολικαὶ τελετουργίαι. Εἰς τὴν εἴσοδον, ἐνθυμοῦ μαι ἱερεῖς ἐκάθητο εἰς ἱεροὺς μὲ ἱερεῖον εἰσάγω καὶ μὲ ἕνα σκοῦφον. Πέρα μέτα ὑπῆρχεν ἄλλος ἱερεὺς μὲ πορφυρᾶν ἐσθῆτα, μὲ λευκὴν μανδύαν καὶ μὲ ἕνα ἐξ ὑφάσματος μαῦρον δακτύλιον. [159,586,456,710]
article-paragraph: Μετὰ πολλῆς ἐπιτάσεως ἐκυκλοφόρησαν πρὸ ἡμερῶν διαδόσεις, ὅτι αἱ τελευταῖαι βροχαὶ ἔφεραν μεγάλην καταστροφὴν εἰς τὰ διάφορα προϊόντα τῆς Θεσσαλικῆς χώρας. Ὅθεν τὸ ὑπουργεῖον τῶν Ἐσωτερικῶν ἐζήτησε σχετικὰς πληροφορίας παρὰ τῶν νομαρχῶν Θεσσαλίας. [1007,1333,1270,1440]
botargo-heading: ΑΥΓΟΤΑΡΑΧΑ ΜΕΣΟΛΟΓΓΙΟΥ [1275,1224,1577,1247]
article-paragraph: Ἡ δημαρχία προτίθεται ἐν ἐκτάσει τοῦ τὸ χέρσον ἐνεχειρισμένων μέρος σχεδιογραφήματος τῆς πόλεως. Ὡς εἴχομεν γράψει ἐν καιρῷ, τὸ σχεδιάγραμμα τοῦτο εἶνε τὸ κεντρικώτατον, μὲ τὴν ἀνάγκην νὰ καταρτισθῇ ἓν γενικὸν διάγραμμα. [739,921,1002,1014]
article-paragraph: Ἐπίσης ἡ διεύθυνσις τῆς ἀστυνομίας ἐκάλεσεν ὅλους τοὺς χαλβατζῆδες εἰς τὸ κεντρικὸν κατάστημα, ἐκεῖ δὲ οἱ κ. κ. ὁ αὐτῶν ἐπίσκοποι, ἐζήτησαν παραδοχὴν ποιότητος τῶν ὑλικῶν. [1007,769,1270,846]
ocean-heading: ΕΙΣ ΤΟΝ ΕΙΡΗΝΙΚΟΝ ΩΚΕΑΝΟΝ [159,1256,456,1279]
column-3 [739,139,1002,2311]
